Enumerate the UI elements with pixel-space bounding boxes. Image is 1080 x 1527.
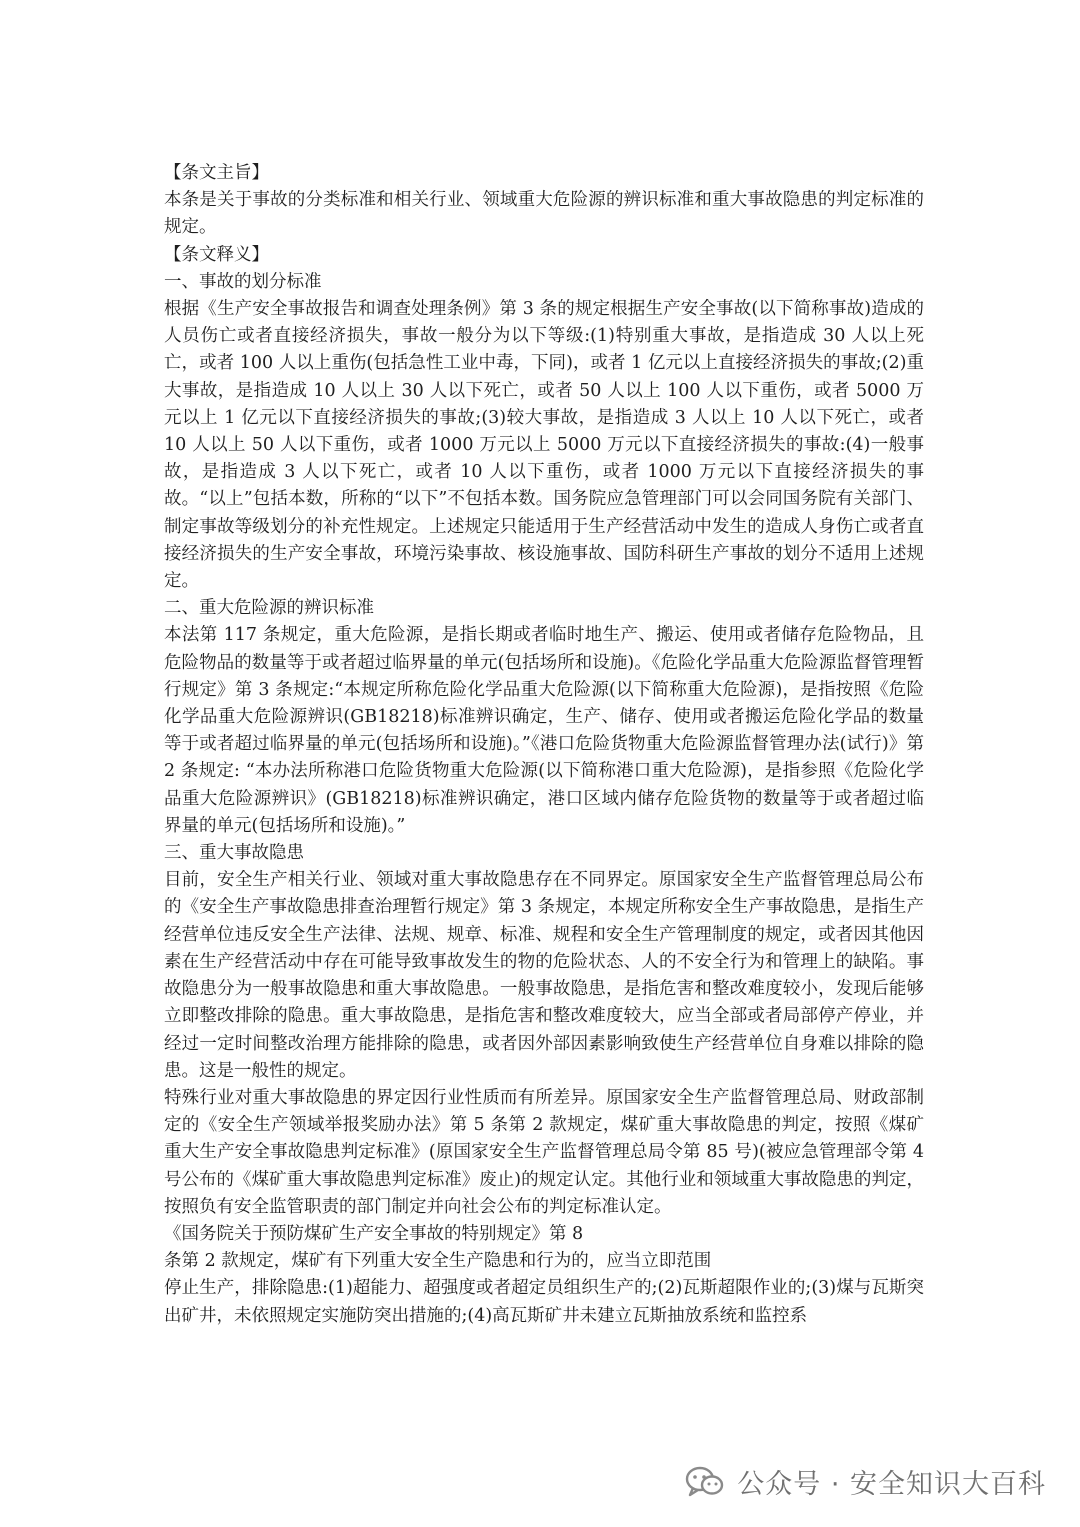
watermark-text: 公众号 · 安全知识大百科 [737, 1469, 1046, 1500]
section-3-paragraph-1: 目前，安全生产相关行业、领域对重大事故隐患存在不同界定。原国家安全生产监督管理总局公布的《安全生产事故隐患排查治理暂行规定》第 3 条规定，本规定所称安全生产事故隐患，是指生产经营单位违反安全生产法律、法规、规章、标准、规程和安全生产管理制度的规定，或者因其他因素在生产经营活动中存在可能导致事故发生的物的危险状态、人的不安全行为和管理上的缺陷。事故隐患分为一般事故隐患和重大事故隐患。一般事故隐患，是指危害和整改难度较小，发现后能够立即整改排除的隐患。重大事故隐患，是指危害和整改难度较大，应当全部或者局部停产停业，并经过一定时间整改治理方能排除的隐患，或者因外部因素影响致使生产经营单位自身难以排除的隐患。这是一般性的规定。 [164, 870, 924, 1081]
section-3-paragraph-2: 特殊行业对重大事故隐患的界定因行业性质而有所差异。原国家安全生产监督管理总局、财政部制定的《安全生产领域举报奖励办法》第 5 条第 2 款规定，煤矿重大事故隐患的判定，按照《煤矿重大生产安全事故隐患判定标准》(原国家安全生产监督管理总局令第 85 号)(被应急管理部令第 4 号公布的《煤矿重大事故隐患判定标准》废止)的规定认定。其他行业和领域重大事故隐患的判定，按照负有安全监管职责的部门制定并向社会公布的判定标准认定。 [164, 1087, 924, 1217]
wechat-watermark [685, 1462, 1046, 1501]
wechat-icon [685, 1465, 725, 1499]
section-3-paragraph-3: 停止生产，排除隐患:(1)超能力、超强度或者超定员组织生产的;(2)瓦斯超限作业的;(3)煤与瓦斯突出矿井，未依照规定实施防突出措施的;(4)高瓦斯矿井未建立瓦斯抽放系统和监控系 [164, 1278, 924, 1326]
gist-paragraph: 本条是关于事故的分类标准和相关行业、领域重大危险源的辨识标准和重大事故隐患的判定标准的规定。 [164, 190, 924, 238]
document-body [164, 160, 924, 1330]
section-2-paragraph: 本法第 117 条规定，重大危险源，是指长期或者临时地生产、搬运、使用或者储存危险物品，且危险物品的数量等于或者超过临界量的单元(包括场所和设施)。《危险化学品重大危险源监督管理暂行规定》第 3 条规定:“本规定所称危险化学品重大危险源(以下简称重大危险源)，是指按照《危险化学品重大危险源辨识(GB18218)标准辨识确定，生产、储存、使用或者搬运危险化学品的数量等于或者超过临界量的单元(包括场所和设施)。”《港口危险货物重大危险源监督管理办法(试行)》第 2 条规定: “本办法所称港口危险货物重大危险源(以下简称港口重大危险源)，是指参照《危险化学品重大危险源辨识》(GB18218)标准辨识确定，港口区域内储存危险货物的数量等于或者超过临界量的单元(包括场所和设施)。” [164, 625, 924, 836]
section-3-line-b: 条第 2 款规定，煤矿有下列重大安全生产隐患和行为的，应当立即范围 [164, 1251, 712, 1272]
interpretation-heading: 【条文释义】 [164, 244, 269, 265]
section-3-title: 三、重大事故隐患 [164, 843, 304, 864]
section-2-title: 二、重大危险源的辨识标准 [164, 598, 374, 619]
section-1-title: 一、事故的划分标准 [164, 271, 322, 292]
gist-heading: 【条文主旨】 [164, 163, 269, 183]
section-1-paragraph: 根据《生产安全事故报告和调查处理条例》第 3 条的规定根据生产安全事故(以下简称事故)造成的人员伤亡或者直接经济损失，事故一般分为以下等级:(1)特别重大事故，是指造成 30 人以上死亡，或者 100 人以上重伤(包括急性工业中毒，下同)，或者 1 亿元以上直接经济损失的事故;(2)重大事故，是指造成 10 人以上 30 人以下死亡，或者 50 人以上 100 人以下重伤，或者 5000 万元以上 1 亿元以下直接经济损失的事故;(3)较大事故，是指造成 3 人以上 10 人以下死亡，或者 10 人以上 50 人以下重伤，或者 1000 万元以上 5000 万元以下直接经济损失的事故:(4)一般事故，是指造成 3 人以下死亡，或者 10 人以下重伤，或者 1000 万元以下直接经济损失的事故。“以上”包括本数，所称的“以下”不包括本数。国务院应急管理部门可以会同国务院有关部门、制定事故等级划分的补充性规定。上述规定只能适用于生产经营活动中发生的造成人身伤亡或者直接经济损失的生产安全事故，环境污染事故、核设施事故、国防科研生产事故的划分不适用上述规定。 [164, 299, 924, 592]
section-3-line-a: 《国务院关于预防煤矿生产安全事故的特别规定》第 8 [164, 1223, 584, 1244]
